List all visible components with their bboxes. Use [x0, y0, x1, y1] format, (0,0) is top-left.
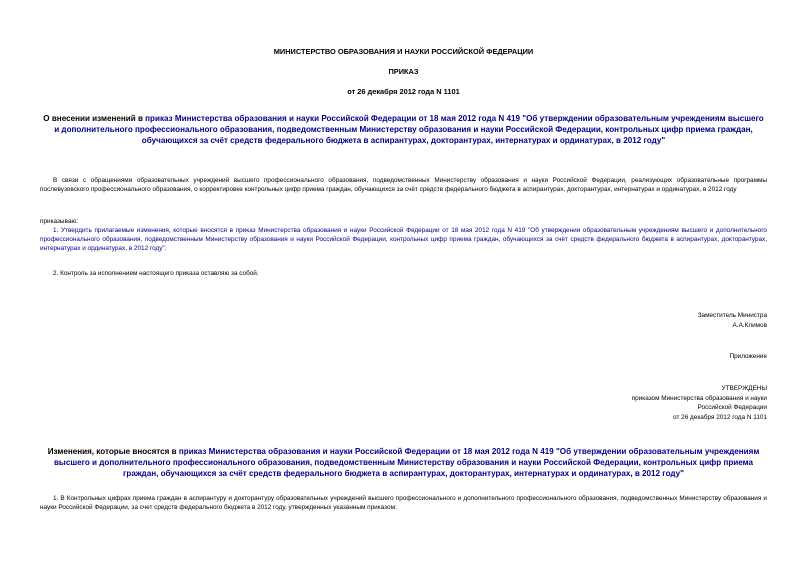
- item-1-suffix: .: [164, 244, 167, 252]
- changes-link[interactable]: изменения: [136, 227, 169, 234]
- approval-line-4: от 26 декабря 2012 года N 1101: [673, 414, 767, 422]
- order-title: [40, 113, 767, 146]
- approval-block: [632, 384, 767, 423]
- order-type-heading: ПРИКАЗ: [388, 67, 419, 76]
- ministry-heading: МИНИСТЕРСТВО ОБРАЗОВАНИЯ И НАУКИ РОССИЙСКОЙ ФЕДЕРАЦИИ: [273, 47, 534, 56]
- order-date-number: от 26 декабря 2012 года N 1101: [347, 87, 460, 96]
- changes-title-link[interactable]: приказ Министерства образования и науки Российской Федерации от 18 мая 2012 года N 419 "Об утверждении образовательным учреждениям высшего и дополнительного профессионального образования, подведомственным Министерству образования и науки Российской Федерации, контрольных цифр приема граждан, обучающихся за счёт средств федерального бюджета в аспирантурах, докторантурах, интернатурах и ординатурах, в 2012 году": [53, 447, 760, 478]
- signatory-position: Заместитель Министра: [697, 312, 767, 319]
- prikazyvayu-text: приказываю:: [40, 218, 78, 225]
- item-2-paragraph: 2. Контроль за исполнением настоящего приказа оставляю за собой.: [53, 270, 259, 277]
- order-419-link[interactable]: приказ Министерства образования и науки Российской Федерации от 18 мая 2012 года N 419 "Об утверждении образовательным учреждениям высшего и дополнительного профессионального образования, подведомственным Министерству образования и науки Российской Федерации, контрольных цифр приема граждан, обучающихся за счёт средств федерального бюджета в аспирантурах, докторантурах, интернатурах и ординатурах, в 2012 году": [40, 227, 767, 252]
- item-1-mid: , которые вносятся в: [168, 227, 236, 234]
- order-title-link[interactable]: приказ Министерства образования и науки Российской Федерации от 18 мая 2012 года N 419 "Об утверждении образовательным учреждениям высшего и дополнительного профессионального образования, подведомственным Министерству образования и науки Российской Федерации, контрольных цифр приема граждан, обучающихся за счёт средств федерального бюджета в аспирантурах, докторантурах, интернатурах и ординатурах, в 2012 году": [54, 114, 764, 145]
- approval-line-2: приказом Министерства образования и науки: [631, 394, 767, 402]
- changes-item-1-paragraph: 1. В Контрольных цифрах приема граждан в аспирантуру и докторантуру образовательных учреждений высшего профессионального и дополнительного профессионального образования, подведомственных Министерству образования и науки Российской Федерации, за счет средств федерального бюджета в 2012 году, утвержденных указанным приказом:: [40, 495, 767, 511]
- order-title-prefix: О внесении изменений в: [43, 114, 146, 123]
- intro-paragraph: В связи с обращениями образовательных учреждений высшего профессионального образования, подведомственных Министерству образования и науки Российской Федерации, реализующих образовательные программы послевузовского профессионального образования, о корректировке контрольных цифр приема граждан, обучающихся за счёт средств федерального бюджета в аспирантурах, докторантурах, интернатурах и ординатурах, в 2012 году: [40, 177, 767, 193]
- item-1-prefix: 1. Утвердить прилагаемые: [53, 227, 137, 234]
- approval-line-1: УТВЕРЖДЕНЫ: [721, 385, 767, 392]
- changes-title: [40, 446, 767, 479]
- item-1-paragraph: [40, 227, 767, 253]
- appendix-label: Приложение: [729, 353, 767, 360]
- signatory-name: А.А.Климов: [732, 322, 767, 329]
- approval-line-3: Российской Федерации: [697, 404, 767, 412]
- changes-title-prefix: Изменения, которые вносятся в: [47, 447, 179, 456]
